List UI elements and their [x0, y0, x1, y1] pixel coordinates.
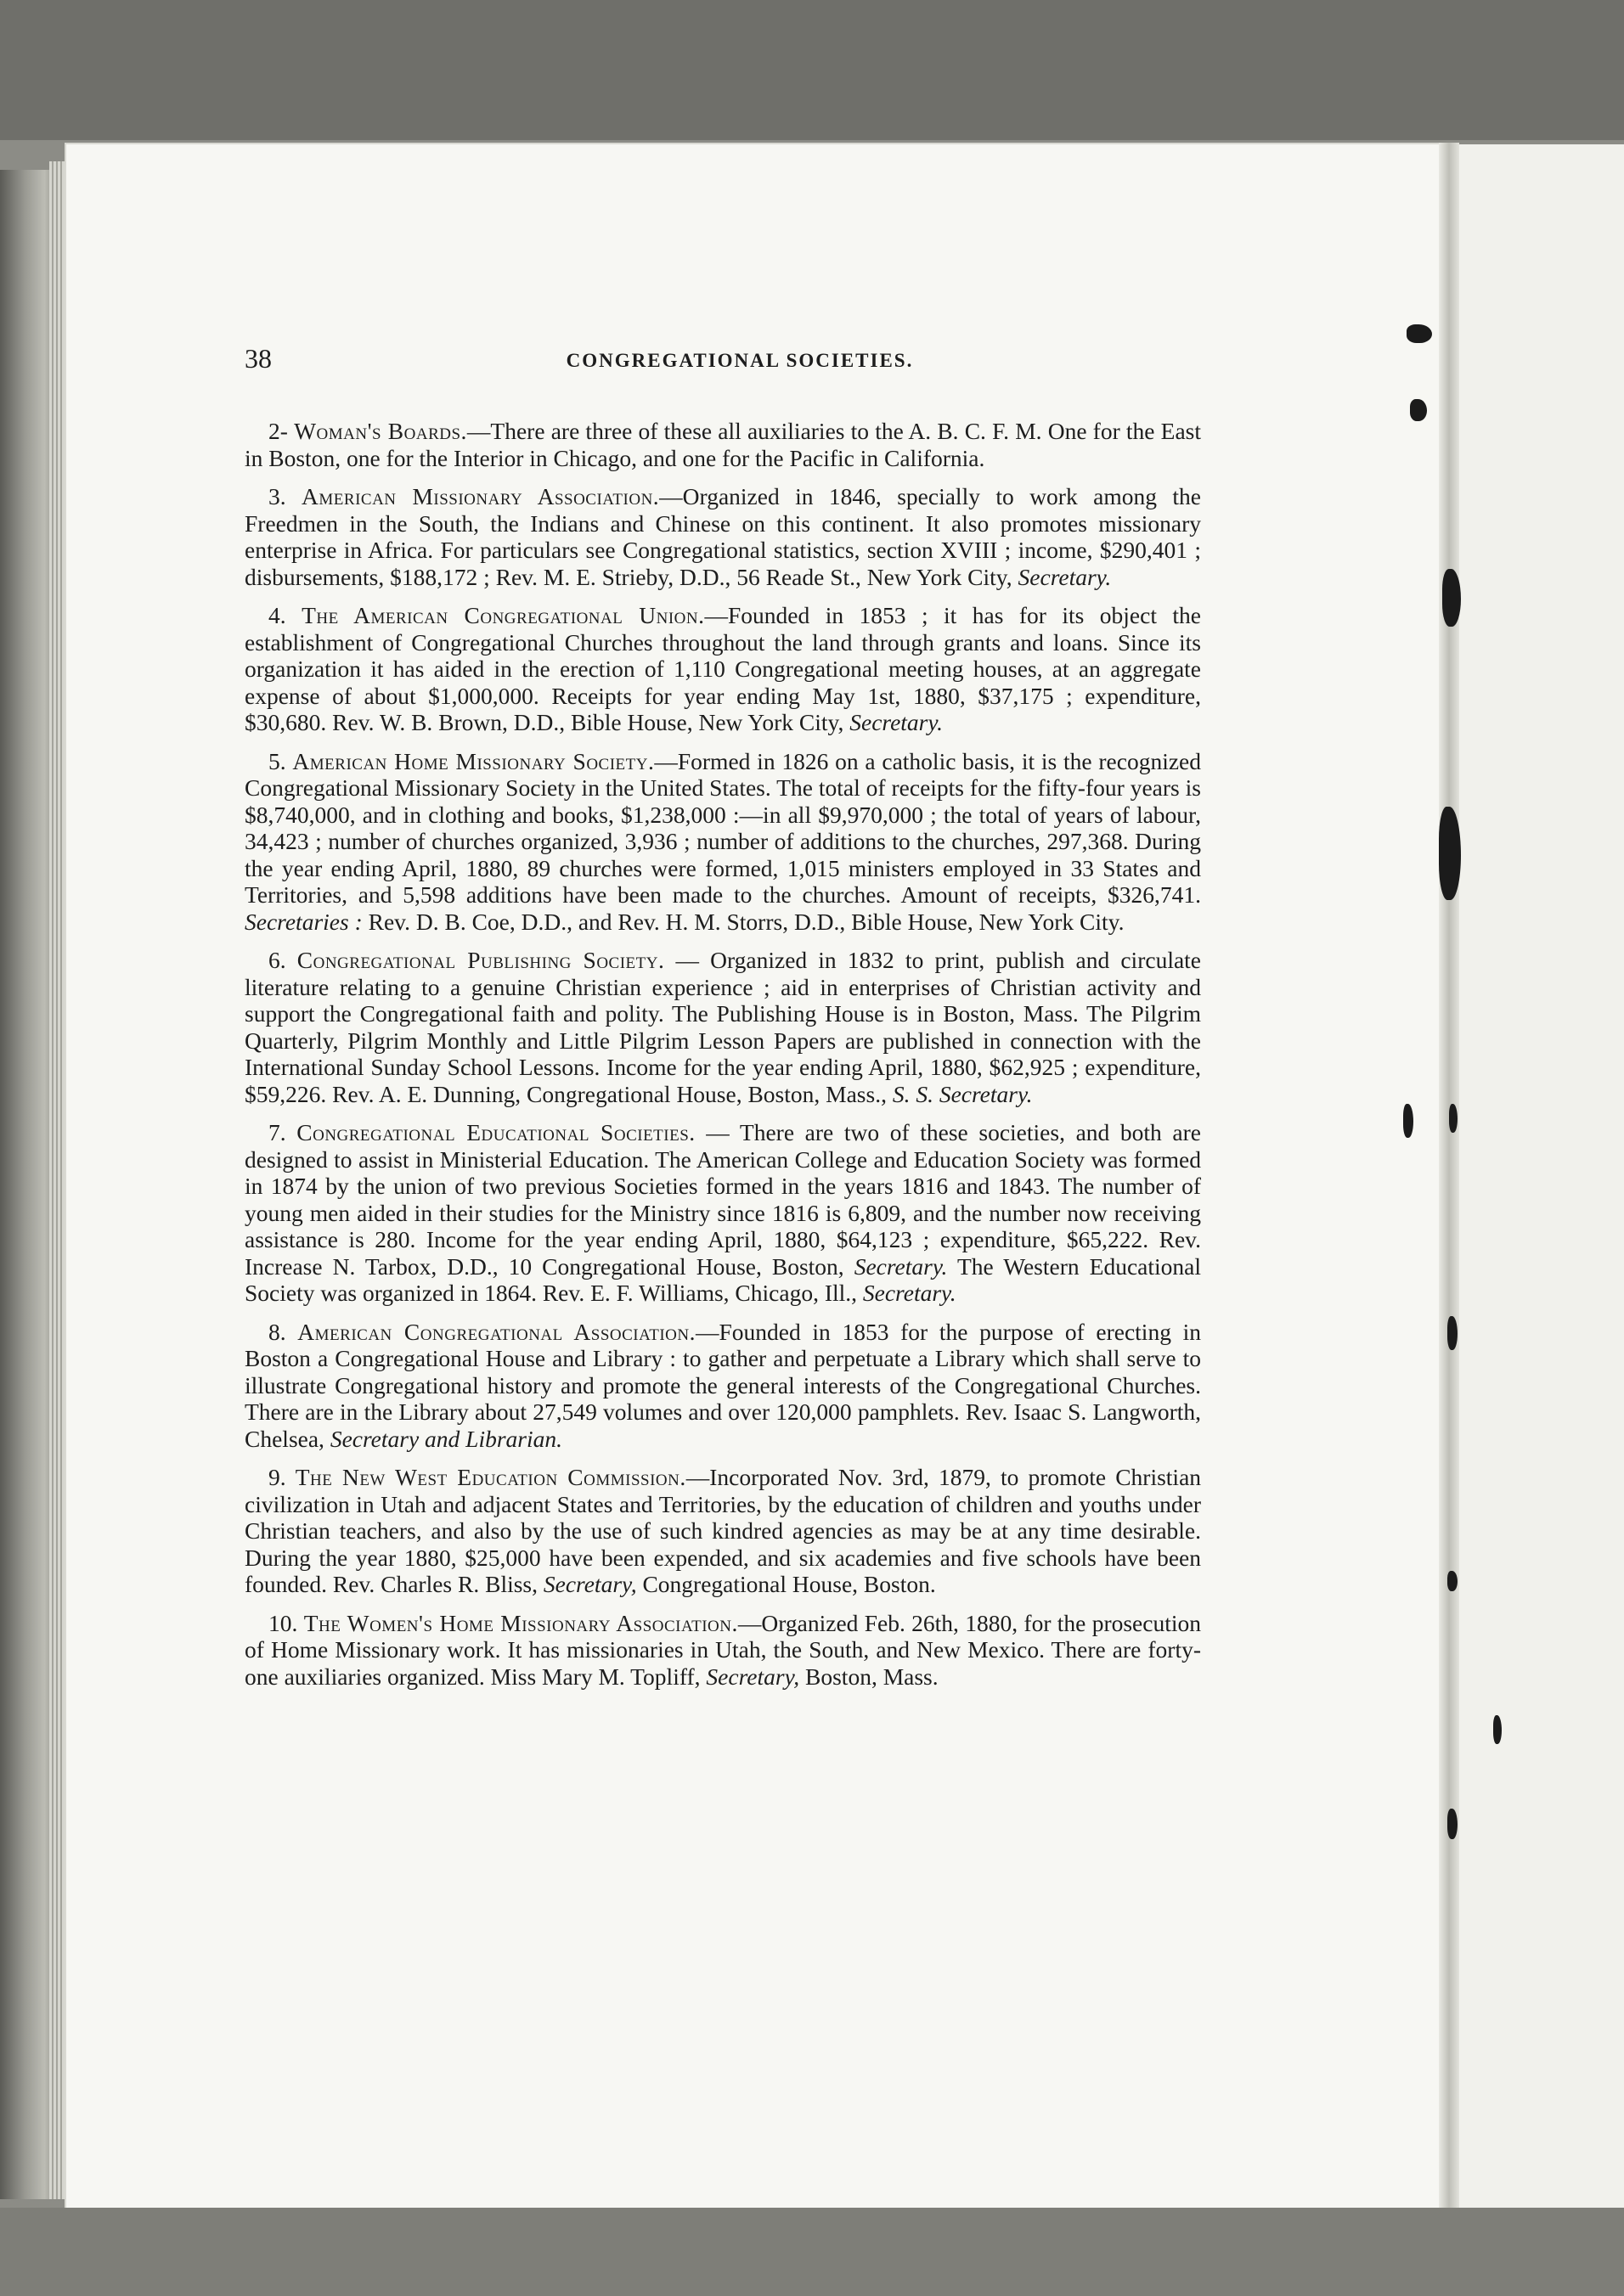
entry-heading: Woman's Boards. [294, 418, 467, 444]
entry-number: 9. [268, 1464, 286, 1490]
running-head [245, 343, 1201, 385]
bleed-through-mark [1447, 1316, 1458, 1350]
entry-american-missionary-association [245, 483, 1201, 590]
scan-backdrop-top [0, 0, 1624, 140]
entry-number: 5. [268, 747, 286, 774]
entry-heading: Congregational Educational Societies. [296, 1119, 696, 1145]
bleed-through-mark [1447, 1571, 1458, 1591]
bleed-through-mark [1493, 1715, 1502, 1744]
entry-number: 3. [268, 483, 286, 509]
entry-congregational-educational-societies [245, 1119, 1201, 1307]
entry-new-west-education-commission [245, 1464, 1201, 1598]
entry-secretary: Secretary, [706, 1663, 800, 1690]
entry-secretary: Secretaries : [245, 908, 363, 935]
scan-backdrop-bottom [0, 2208, 1624, 2296]
entry-text: —Organized in 1846, specially to work among the Freedmen in the South, the Indians and Chinese on this continent. It also promotes missionary enterprise in Africa. For particulars see Congregational statistics, section XVIII ; income, $290,401 ; disbursements, $188,172 ; Rev. M. E. Strieby, D.D., 56 Reade St., New York City, [245, 483, 1201, 590]
bleed-through-mark [1439, 807, 1461, 900]
entry-text: —Founded in 1853 for the purpose of erecting in Boston a Congregational House and Library : to gather and perpetuate a Library which shall serve to illustrate Congregational history and promote the general interests of the Congregational Churches. There are in the Library about 27,549 volumes and over 120,000 pamphlets. Rev. Isaac S. Langworth, Chelsea, [245, 1318, 1201, 1452]
entry-heading: Congregational Publishing Society. [296, 947, 665, 973]
entry-text: —Founded in 1853 ; it has for its object the establishment of Congregational Churches throughout the land through grants and loans. Since its organization it has aided in the erection of 1,110 Congregational meeting houses, at an aggregate expense of about $1,000,000. Receipts for year ending May 1st, 1880, $37,175 ; expenditure, $30,680. Rev. W. B. Brown, D.D., Bible House, New York City, [245, 602, 1201, 735]
page-number: 38 [245, 343, 272, 374]
entry-text: —Organized Feb. 26th, 1880, for the prosecution of Home Missionary work. It has missionaries in Utah, the South, and New Mexico. There are forty-one auxiliaries organized. Miss Mary M. Topliff, [245, 1609, 1201, 1690]
entry-text: — Organized in 1832 to print, publish and circulate literature relating to a genuine Christian experience ; aid in enterprises of Christian activity and support the Congregational faith and polity. The Publishing House is in Boston, Mass. The Pilgrim Quarterly, Pilgrim Monthly and Little Pilgrim Lesson Papers are published in connection with the International Sunday School Lessons. Income for the year ending April, 1880, $62,925 ; expenditure, $59,226. Rev. A. E. Dunning, Congregational House, Boston, Mass., [245, 947, 1202, 1107]
bleed-through-mark [1447, 1809, 1458, 1839]
entry-text-after: Boston, Mass. [799, 1663, 939, 1690]
entry-number: 10. [268, 1609, 298, 1636]
bleed-through-mark [1442, 569, 1461, 627]
page-text [245, 343, 1201, 1702]
entry-secretary: Secretary. [849, 709, 943, 735]
entry-heading: American Missionary Association. [302, 483, 660, 509]
entry-number: 6. [268, 947, 286, 973]
entry-secretary: S. S. Secretary. [892, 1080, 1033, 1107]
entry-number: 4. [268, 602, 286, 628]
bleed-through-mark [1403, 1104, 1413, 1138]
bleed-through-mark [1407, 324, 1432, 343]
entry-text-after: The Western Educational Society was organized in 1864. Rev. E. F. Williams, Chicago, Ill., [245, 1252, 1201, 1306]
entry-american-congregational-association [245, 1319, 1201, 1453]
entry-text-after: Congregational House, Boston. [636, 1571, 936, 1597]
entry-text: — There are two of these societies, and both are designed to assist in Ministerial Education. The American College and Education Society was formed in 1874 by the union of two previous Societies formed in the years 1816 and 1843. The number of young men aided in their studies for the Ministry since 1816 is 6,809, and the number now receiving assistance is 280. Income for the year ending April, 1880, $64,123 ; expenditure, $65,222. Rev. Increase N. Tarbox, D.D., 10 Congregational House, Boston, [245, 1119, 1201, 1280]
bleed-through-mark [1410, 399, 1427, 421]
entry-secretary: Secretary and Librarian. [330, 1425, 563, 1452]
entry-heading: American Home Missionary Society. [292, 747, 655, 774]
entry-secretary: Secretary, [543, 1571, 637, 1597]
entry-text: —Formed in 1826 on a catholic basis, it is the recognized Congregational Missionary Society in the United States. The total of receipts for the fifty-four years is $8,740,000, and in clothing and books, $1,238,000 :—in all $9,970,000 ; the total of years of labour, 34,423 ; number of churches organized, 3,936 ; number of additions to the churches, 297,368. During the year ending April, 1880, 89 churches were formed, 1,015 ministers employed in 33 States and Territories, and 5,598 additions have been made to the churches. Amount of receipts, $326,741. [245, 747, 1201, 908]
entry-heading: American Congregational Association. [297, 1318, 696, 1345]
entry-womens-home-missionary-association [245, 1610, 1201, 1691]
book-gutter [1439, 143, 1459, 2223]
entry-heading: The Women's Home Missionary Association. [303, 1609, 738, 1636]
entry-secretary: Secretary. [862, 1280, 956, 1306]
entry-number: 8. [268, 1318, 286, 1345]
facing-page [1459, 144, 1624, 2216]
entry-womans-boards [245, 418, 1201, 471]
entry-heading: The New West Education Commission. [295, 1464, 686, 1490]
entry-american-home-missionary-society [245, 748, 1201, 936]
entry-secretary: Secretary. [1018, 563, 1112, 590]
bleed-through-mark [1449, 1104, 1458, 1133]
entry-number: 2- [268, 418, 288, 444]
entry-text: —There are three of these all auxiliaries to the A. B. C. F. M. One for the East in Boston, one for the Interior in Chicago, and one for the Pacific in California. [245, 418, 1202, 471]
entry-number: 7. [268, 1119, 286, 1145]
entry-text-after: Rev. D. B. Coe, D.D., and Rev. H. M. Storrs, D.D., Bible House, New York City. [362, 908, 1125, 935]
entry-congregational-publishing-society [245, 947, 1201, 1107]
entry-heading: The American Congregational Union. [302, 602, 705, 628]
entry-american-congregational-union [245, 602, 1201, 736]
entry-text: —Incorporated Nov. 3rd, 1879, to promote Christian civilization in Utah and adjacent States and Territories, by the education of children and youths under Christian teachers, and also by the use of such kindred agencies as may be at any time desirable. During the year 1880, $25,000 have been expended, and six academies and five schools have been founded. Rev. Charles R. Bliss, [245, 1464, 1202, 1597]
entry-secretary: Secretary. [854, 1252, 948, 1280]
running-title: CONGREGATIONAL SOCIETIES. [566, 350, 914, 371]
